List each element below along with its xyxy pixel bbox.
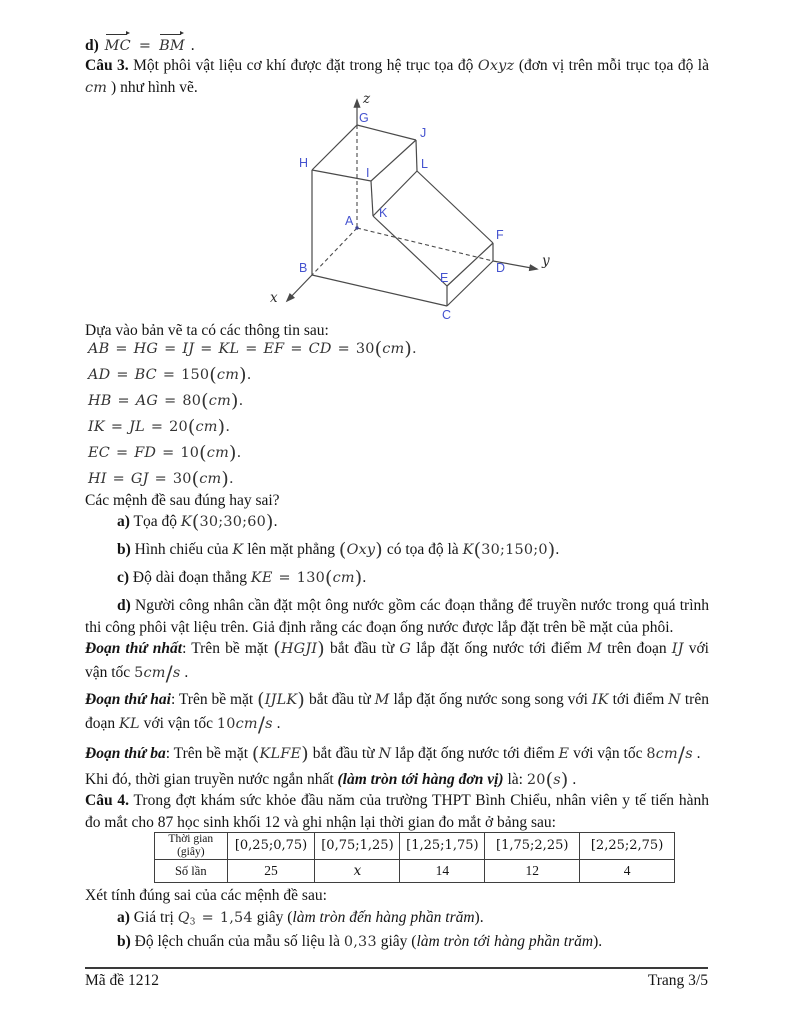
vertex-label-K: K bbox=[379, 206, 388, 220]
exam-code: Mã đề 1212 bbox=[85, 972, 160, 989]
vertex-label-J: J bbox=[420, 126, 427, 140]
question-3-prompt: Các mệnh đề sau đúng hay sai? bbox=[85, 492, 280, 509]
vertex-label-L: L bbox=[421, 157, 428, 171]
footer-rule bbox=[85, 967, 708, 969]
frequency-table bbox=[154, 832, 675, 883]
segment-2-paragraph: Đoạn thứ hai: Trên bề mặt (IJLK) bắt đầu từ M lắp đặt ống nước song song với IK tới điểm N trên đoạn KL với vận tốc 10cm/s . bbox=[85, 688, 709, 737]
vertex-label-I: I bbox=[366, 166, 370, 180]
equation-line: EC = FD = 10(cm). bbox=[88, 441, 242, 464]
vertex-label-E: E bbox=[440, 271, 449, 285]
corner-line-2: (giây) bbox=[177, 846, 205, 859]
vertex-label-C: C bbox=[442, 308, 452, 322]
given-equations bbox=[85, 336, 709, 492]
vertex-label-D: D bbox=[496, 261, 506, 275]
vertex-label-B: B bbox=[299, 261, 308, 275]
x-axis bbox=[287, 275, 312, 301]
statement-3d: d) Người công nhân cần đặt một ông nước gồm các đoạn thẳng để truyền nước trong quá trình thi công phôi vật liệu trên. Giả định rằng các đoạn ống nước được lắp đặt trên bề mặt của phôi. bbox=[85, 597, 709, 636]
equation-line: IK = JL = 20(cm). bbox=[88, 415, 231, 438]
count-cell: 4 bbox=[580, 860, 675, 883]
corner-line-1: Thời gian bbox=[168, 833, 214, 845]
interval-cell: [2,25;2,75) bbox=[580, 833, 675, 860]
interval-cell: [0,25;0,75) bbox=[227, 833, 315, 860]
figure-edges bbox=[287, 100, 537, 306]
segment-1-paragraph: Đoạn thứ nhất: Trên bề mặt (HGJI) bắt đầu từ G lắp đặt ống nước tới điểm M trên đoạn IJ với vận tốc 5cm/s . bbox=[85, 637, 709, 686]
equation-line: AB = HG = IJ = KL = EF = CD = 30(cm). bbox=[88, 337, 417, 360]
page-footer bbox=[85, 972, 708, 990]
interval-cell: [1,75;2,25) bbox=[485, 833, 580, 860]
conclusion-line: Khi đó, thời gian truyền nước ngắn nhất (làm tròn tới hàng đơn vị) là: 20(s) . bbox=[85, 768, 577, 791]
hidden-edges bbox=[312, 125, 493, 275]
statement-4b: b) Độ lệch chuẩn của mẫu số liệu là 0,33 giây (làm tròn tới hàng phần trăm). bbox=[117, 933, 603, 950]
segment-3-paragraph: Đoạn thứ ba: Trên bề mặt (KLFE) bắt đầu từ N lắp đặt ống nước tới điểm E với vận tốc 8cm/s . bbox=[85, 742, 701, 767]
statement-3a: a) Tọa độ K(30;30;60). bbox=[117, 510, 278, 533]
vertex-label-H: H bbox=[299, 156, 309, 170]
table-data-row bbox=[155, 860, 675, 883]
machining-block-figure bbox=[263, 88, 565, 328]
question-4-intro: Câu 4. Trong đợt khám sức khỏe đầu năm của trường THPT Bình Chiểu, nhân viên y tế tiến hành đo mắt cho 87 học sinh khối 12 và ghi nhận lại thời gian đo mắt ở bảng sau: bbox=[85, 792, 709, 831]
interval-cell: [0,75;1,25) bbox=[315, 833, 400, 860]
axis-label-z: z bbox=[363, 91, 371, 107]
question-4-prompt: Xét tính đúng sai của các mệnh đề sau: bbox=[85, 887, 327, 904]
axis-label-x: x bbox=[270, 290, 278, 306]
vertex-label-A: A bbox=[345, 214, 354, 228]
table-header-row bbox=[155, 833, 675, 860]
axis-label-y: y bbox=[542, 253, 550, 269]
row-label-cell: Số lần bbox=[155, 860, 228, 883]
count-cell: 12 bbox=[485, 860, 580, 883]
vertex-label-F: F bbox=[496, 228, 504, 242]
statement-d-prev-question: d) MC = BM . bbox=[85, 33, 709, 57]
table-corner-cell bbox=[155, 833, 228, 860]
frequency-table-block bbox=[154, 832, 675, 883]
statement-3c: c) Độ dài đoạn thẳng KE = 130(cm). bbox=[117, 566, 367, 589]
question-3-intro: Câu 3. Một phôi vật liệu cơ khí được đặt trong hệ trục tọa độ Oxyz (đơn vị trên mỗi trục tọa độ là cm ) như hình vẽ. bbox=[85, 57, 709, 96]
statement-3b: b) Hình chiếu của K lên mặt phẳng (Oxy) có tọa độ là K(30;150;0). bbox=[117, 538, 560, 561]
vertex-label-G: G bbox=[359, 111, 369, 125]
page-number: Trang 3/5 bbox=[647, 972, 708, 989]
count-cell-variable-x: x bbox=[315, 860, 400, 883]
equation-line: HB = AG = 80(cm). bbox=[88, 389, 244, 412]
count-cell: 25 bbox=[227, 860, 315, 883]
equation-line: AD = BC = 150(cm). bbox=[88, 363, 252, 386]
count-cell: 14 bbox=[400, 860, 485, 883]
figure-3d-block bbox=[263, 88, 565, 328]
equation-line: HI = GJ = 30(cm). bbox=[88, 467, 234, 490]
interval-cell: [1,25;1,75) bbox=[400, 833, 485, 860]
statement-4a: a) Giá trị $Q_3 = 1,54$ giây (làm tròn đến hàng phần trăm). bbox=[117, 909, 484, 928]
info-heading: Dựa vào bản vẽ ta có các thông tin sau: bbox=[85, 322, 329, 339]
point-A-dot bbox=[355, 226, 358, 229]
